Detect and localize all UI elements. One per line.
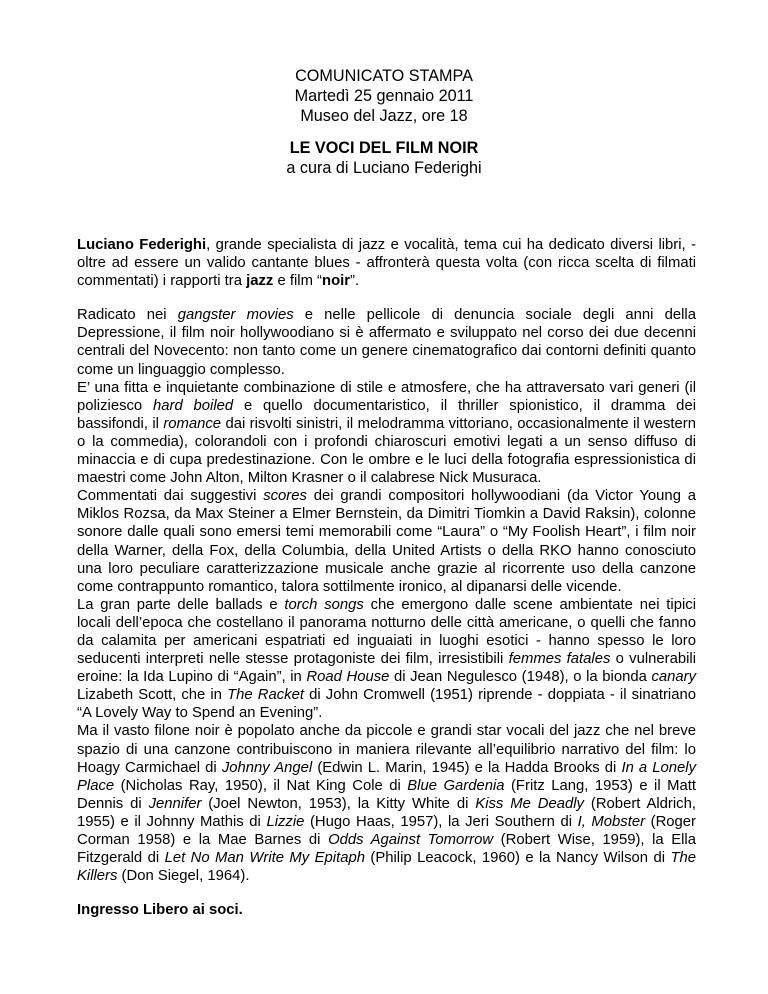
paragraph-style: E’ una fitta e inquietante combinazione di stile e atmosfere, che ha attraversato vari generi (il poliziesco hard boiled e quello documentaristico, il thriller spionistico, il dramma dei bassifondi, il romance dai risvolti sinistri, il melodramma vittoriano, occasionalmente il western o la commedia), colorandoli con i profondi chiaroscuri emotivi legati a un senso diffuso di minaccia e di cupa predestinazione. Con le ombre e le luci della fotografia espressionistica di maestri come John Alton, Milton Krasner o il calabrese Nick Musuraca.: [77, 379, 696, 487]
admission-note: Ingresso Libero ai soci.: [77, 902, 243, 919]
paragraph-jazz-stars: Ma il vasto filone noir è popolato anche da piccole e grandi star vocali del jazz che nel breve spazio di una canzone contribuiscono in maniera rilevante all’equilibrio narrativo del film: lo Hoagy Carmichael di Johnny Angel (Edwin L. Marin, 1945) e la Hadda Brooks di In a Lonely Place (Nicholas Ray, 1950), il Nat King Cole di Blue Gardenia (Fritz Lang, 1953) e il Matt Dennis di Jennifer (Joel Newton, 1953), la Kitty White di Kiss Me Deadly (Robert Aldrich, 1955) e il Johnny Mathis di Lizzie (Hugo Haas, 1957), la Jeri Southern di I, Mobster (Roger Corman 1958) e la Mae Barnes di Odds Against Tomorrow (Robert Wise, 1959), la Ella Fitzgerald di Let No Man Write My Epitaph (Philip Leacock, 1960) e la Nancy Wilson di The Killers (Don Siegel, 1964).: [77, 723, 697, 885]
document-body: [77, 236, 696, 919]
paragraph-scores: Commentati dai suggestivi scores dei grandi compositori hollywoodiani (da Victor Young a Miklos Rozsa, da Max Steiner a Elmer Bernstein, da Dimitri Tiomkin a David Raksin), colonne sonore dalle quali sono emersi temi memorabili come “Laura” o “My Foolish Heart”, i film noir della Warner, della Fox, della Columbia, della United Artists o della RKO hanno conosciuto una loro peculiare caratterizzazione musicale anche grazie al ricorrente uso della canzone come contrappunto romantico, talora sottilmente ironico, al dipanarsi delle vicende.: [77, 488, 696, 595]
paragraph-ballads: La gran parte delle ballads e torch songs che emergono dalle scene ambientate nei tipici locali dell’epoca che costellano il panorama notturno delle città americane, o quelli che fanno da calamita per americani espatriati ed inguaiati in luoghi esotici - hanno spesso le loro seducenti interpreti nelle stesse protagoniste dei film, irresistibili femmes fatales o vulnerabili eroine: la Ida Lupino di “Again”, in Road House di Jean Negulesco (1948), o la bionda canary Lizabeth Scott, che in The Racket di John Cromwell (1951) riprende - doppiata - il sinatriano “A Lovely Way to Spend an Evening”.: [77, 596, 697, 722]
event-date: Martedì 25 gennaio 2011: [294, 87, 474, 105]
intro-paragraph: Luciano Federighi, grande specialista di jazz e vocalità, tema cui ha dedicato diversi libri, - oltre ad essere un valido cantante blues - affronterà questa volta (con ricca scelta di filmati commentati) i rapporti tra jazz e film “noir”.: [77, 237, 696, 290]
document-header: [0, 66, 768, 178]
document-subtitle: a cura di Luciano Federighi: [286, 159, 482, 177]
header-label: COMUNICATO STAMPA: [295, 67, 473, 85]
paragraph-origins: Radicato nei gangster movies e nelle pellicole di denuncia sociale degli anni della Depressione, il film noir hollywoodiano si è affermato e sviluppato nel corso dei due decenni centrali del Novecento: non tanto come un genere cinematografico dai contorni definiti quanto come un linguaggio complesso.: [77, 307, 696, 378]
event-venue: Museo del Jazz, ore 18: [300, 107, 468, 125]
author-name: Luciano Federighi: [77, 237, 207, 253]
document-title: LE VOCI DEL FILM NOIR: [289, 139, 479, 157]
